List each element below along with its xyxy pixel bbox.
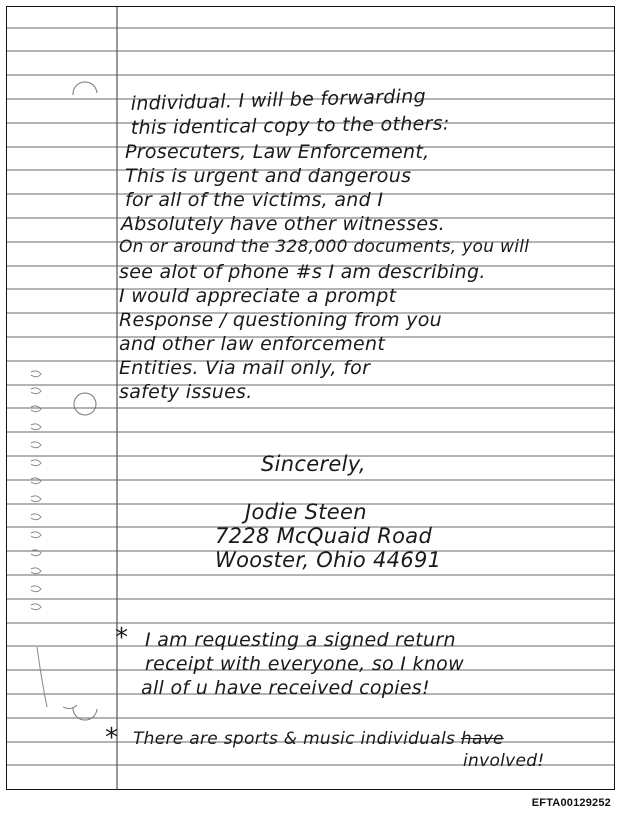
letter-line-8: see alot of phone #s I am describing. — [119, 261, 486, 283]
note2-continuation: involved! — [463, 751, 545, 771]
note1-line-3: all of u have received copies! — [141, 677, 430, 699]
letter-line-7: On or around the 328,000 documents, you will — [119, 237, 530, 257]
letter-line-13: safety issues. — [119, 381, 253, 403]
letter-line-9: I would appreciate a prompt — [119, 285, 397, 307]
letter-line-11: and other law enforcement — [119, 333, 386, 355]
note1-asterisk: * — [115, 623, 129, 653]
letter-line-2: this identical copy to the others: — [130, 112, 450, 139]
letter-line-3: Prosecuters, Law Enforcement, — [125, 141, 430, 163]
letter-line-4: This is urgent and dangerous — [125, 165, 412, 187]
signature-name: Jodie Steen — [245, 500, 367, 524]
torn-edge-marks — [31, 371, 77, 709]
binder-holes — [73, 82, 97, 720]
note2-line — [133, 729, 504, 749]
note1-line-2: receipt with everyone, so I know — [145, 653, 464, 675]
letter-line-10: Response / questioning from you — [119, 309, 442, 331]
letter-line-5: for all of the victims, and I — [125, 189, 384, 211]
letter-line-12: Entities. Via mail only, for — [119, 357, 371, 379]
letter-line-1: individual. I will be forwarding — [130, 85, 427, 115]
note1-line-1: I am requesting a signed return — [145, 629, 456, 651]
notebook-page — [6, 6, 615, 790]
note2-asterisk: * — [105, 723, 119, 753]
note2-text: There are sports & music individuals — [133, 729, 456, 749]
document-id: EFTA00129252 — [531, 797, 611, 809]
letter-line-6: Absolutely have other witnesses. — [121, 213, 445, 235]
closing: Sincerely, — [261, 452, 366, 476]
signature-street: 7228 McQuaid Road — [215, 524, 433, 548]
note2-struck-word: have — [460, 729, 504, 749]
signature-city: Wooster, Ohio 44691 — [215, 548, 442, 572]
